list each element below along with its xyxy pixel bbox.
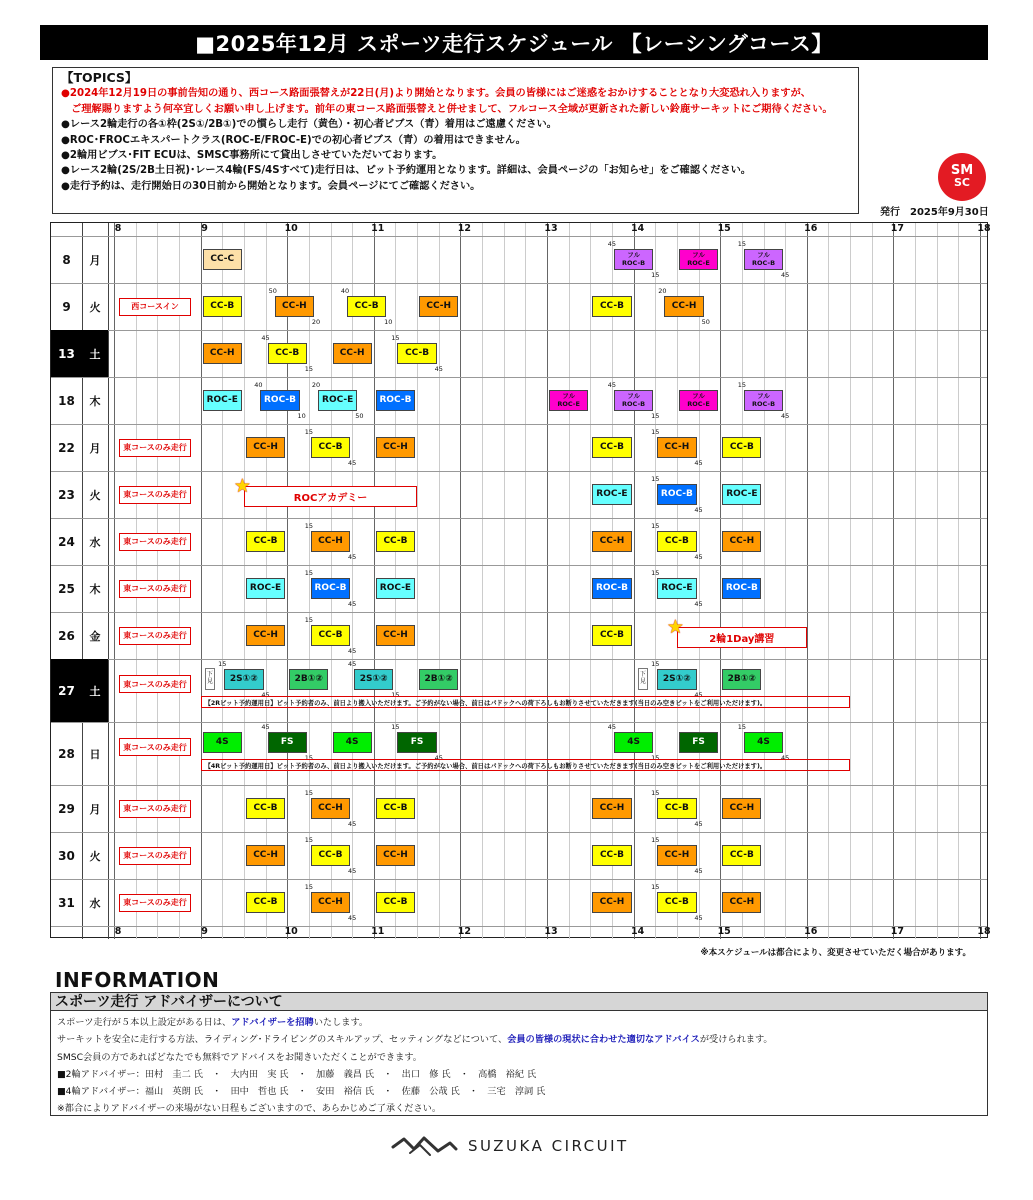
session-block[interactable]: CC-B [203,296,242,317]
session-block[interactable]: CC-B [347,296,386,317]
minute-label: 45 [781,271,790,279]
minute-label: 10 [384,318,393,326]
minute-label: 15 [218,660,227,668]
minute-label: 45 [348,647,357,655]
day-number: 24 [58,534,75,549]
row-line [51,377,987,378]
minute-label: 15 [304,428,313,436]
session-block[interactable]: CC-B [376,892,415,913]
minute-label: 45 [781,754,790,762]
session-block[interactable]: ROC-E [203,390,242,411]
hour-tick-bottom: 13 [544,926,558,937]
session-block[interactable]: CC-B [246,798,285,819]
row-line [51,330,987,331]
minute-label: 15 [304,616,313,624]
course-note: 東コースのみ走行 [119,800,191,818]
minute-label: 10 [297,412,306,420]
session-block[interactable]: CC-B [592,296,631,317]
brand-text: SUZUKA CIRCUIT [468,1137,629,1155]
session-block[interactable]: 2S①② [657,669,696,690]
weekday: 金 [89,629,101,643]
session-block[interactable]: CC-B [311,845,350,866]
session-block[interactable]: FS [397,732,436,753]
session-block[interactable]: CC-B [657,892,696,913]
day-number: 26 [58,628,75,643]
day-number: 30 [58,848,75,863]
minute-label: 45 [694,867,703,875]
weekday: 土 [82,659,108,722]
hour-tick-top: 8 [114,223,122,234]
page-title: ■2025年12月 スポーツ走行スケジュール 【レーシングコース】 [40,25,988,60]
session-block[interactable]: CC-H [592,892,631,913]
session-block[interactable]: CC-B [397,343,436,364]
minute-label: 15 [304,522,313,530]
session-block[interactable]: CC-B [722,845,761,866]
session-block[interactable]: CC-B [592,625,631,646]
minute-label: 15 [737,723,746,731]
session-block[interactable]: フル ROC-B [614,249,653,270]
session-block[interactable]: ROC-B [722,578,761,599]
event-block[interactable]: ROCアカデミー [244,486,417,507]
day-number: 9 [62,299,71,314]
row-line [51,565,987,566]
smsc-logo [938,153,986,201]
session-block[interactable]: ROC-E [246,578,285,599]
minute-label: 45 [261,723,270,731]
minute-label: 45 [434,754,443,762]
pit-reservation-note: 【4Rピット予約運用日】ピット予約者のみ、前日より搬入いただけます。ご予約がない場合、前日はパドックへの荷下ろしもお断りさせていただきます(当日のみ空きピットをご利用いただけます)。 [201,759,851,771]
minute-label: 15 [651,883,660,891]
topics-header: 【TOPICS】 [61,70,138,85]
session-block[interactable]: CC-H [311,798,350,819]
row-line [51,785,987,786]
hour-tick-bottom: 15 [717,926,731,937]
minute-label: 45 [607,240,617,248]
schedule-footnote: ※本スケジュールは都合により、変更させていただく場合があります。 [700,948,971,958]
day-number: 29 [58,801,75,816]
day-number: 27 [51,659,82,722]
minute-label: 45 [261,334,270,342]
session-block[interactable]: CC-H [246,845,285,866]
weekday: 火 [89,488,101,502]
hour-tick-bottom: 10 [284,926,298,937]
day-number: 22 [58,440,75,455]
minute-label: 15 [304,754,313,762]
course-note: 東コースのみ走行 [119,847,191,865]
hour-tick-top: 18 [977,223,991,234]
minute-label: 15 [651,412,660,420]
course-note: 東コースのみ走行 [119,439,191,457]
minute-label: 45 [348,660,357,668]
minute-label: 45 [607,381,617,389]
advisor-line-5: ■4輪アドバイザー：福山 英朗 氏 ・ 田中 哲也 氏 ・ 安田 裕信 氏 ・ 佐藤 公哉 氏 ・ 三宅 淳詞 氏 [57,1086,546,1098]
hour-tick-top: 17 [890,223,905,234]
course-note: 東コースのみ走行 [119,627,191,645]
minute-label: 45 [607,723,617,731]
session-block[interactable]: CC-H [311,892,350,913]
minute-label: 45 [694,914,703,922]
day-number: 28 [58,746,75,761]
session-block[interactable]: CC-H [657,845,696,866]
topics-line: ●2輪用ビブス･FIT ECUは、SMSC事務所にて貸出しさせていただいております。 [61,150,443,162]
session-block[interactable]: CC-H [592,798,631,819]
topics-box [52,67,859,214]
session-block[interactable]: 4S [203,732,242,753]
session-block[interactable]: ROC-E [722,484,761,505]
session-block[interactable]: CC-H [722,892,761,913]
course-note: 東コースのみ走行 [119,486,191,504]
session-block[interactable]: CC-H [664,296,703,317]
session-block[interactable]: CC-B [592,845,631,866]
session-block[interactable]: CC-B [268,343,307,364]
minute-label: 45 [348,600,357,608]
topics-line: ●レース2輪走行の各①枠(2S①/2B①)での慣らし走行（黄色）・初心者ビブス（青）着用はご遠慮ください。 [61,119,557,131]
session-block[interactable]: CC-H [311,531,350,552]
hour-tick-bottom: 11 [371,926,385,937]
session-block[interactable]: ROC-E [318,390,357,411]
hour-tick-top: 14 [630,223,645,234]
course-note: 東コースのみ走行 [119,580,191,598]
session-block[interactable]: CC-H [419,296,458,317]
minute-label: 15 [651,522,660,530]
minute-label: 50 [268,287,277,295]
day-number: 31 [58,895,75,910]
hour-tick-top: 10 [284,223,298,234]
minute-label: 15 [737,240,746,248]
row-line [51,424,987,425]
minute-label: 45 [694,553,703,561]
minute-label: 15 [391,334,400,342]
day-number: 25 [58,581,75,596]
row-line [51,832,987,833]
issue-date: 発行 2025年9月30日 [880,207,989,218]
hour-tick-bottom: 14 [630,926,645,937]
day-number: 23 [58,487,75,502]
session-block[interactable]: CC-H [592,531,631,552]
minute-label: 45 [348,820,357,828]
hour-tick-top: 12 [457,223,472,234]
minute-label: 15 [304,789,313,797]
session-block[interactable]: CC-B [376,798,415,819]
session-block[interactable]: FS [268,732,307,753]
hour-tick-bottom: 16 [804,926,818,937]
course-note: 東コースのみ走行 [119,894,191,912]
event-block[interactable]: 2輪1Day講習 [677,627,807,648]
session-block[interactable]: CC-B [311,625,350,646]
day-number: 13 [51,330,82,377]
session-block[interactable]: 2B①② [722,669,761,690]
weekday: 火 [89,300,101,314]
minute-label: 15 [651,660,660,668]
session-block[interactable]: CC-B [657,531,696,552]
session-block[interactable]: CC-B [376,531,415,552]
minute-label: 45 [694,600,703,608]
session-block[interactable]: フル ROC-B [744,249,783,270]
session-block[interactable]: CC-B [657,798,696,819]
minute-label: 50 [355,412,364,420]
session-block[interactable]: CC-B [592,437,631,458]
session-block[interactable]: CC-B [311,437,350,458]
minute-label: 45 [694,459,703,467]
hour-tick-top: 13 [544,223,558,234]
course-note: 東コースのみ走行 [119,533,191,551]
hour-tick-bottom: 17 [890,926,905,937]
advisor-line-1: スポーツ走行が５本以上設定がある日は、アドバイザーを招聘いたします。 [57,1017,369,1028]
session-block[interactable]: ROC-E [376,578,415,599]
minute-label: 40 [254,381,263,389]
minute-label: 15 [391,723,400,731]
topics-lines [61,86,850,194]
information-box [50,992,988,1116]
minute-label: 15 [651,789,660,797]
advisor-line-4: ■2輪アドバイザー：田村 圭二 氏 ・ 大内田 実 氏 ・ 加藤 義昌 氏 ・ 出口 修 氏 ・ 高橋 裕紀 氏 [57,1068,537,1080]
hour-tick-top: 9 [201,223,208,234]
minute-label: 15 [304,365,313,373]
hour-tick-bottom: 12 [457,926,472,937]
day-number: 8 [62,252,71,267]
weekday: 月 [89,253,101,267]
session-block[interactable]: CC-H [376,625,415,646]
minute-label: 20 [658,287,667,295]
star-icon: ★ [666,616,684,638]
row-line [51,612,987,613]
session-block[interactable]: フル ROC-B [744,390,783,411]
advisor-body [51,1011,987,1121]
information-heading: INFORMATION [55,968,220,992]
session-block[interactable]: CC-H [657,437,696,458]
topics-line: ●2024年12月19日の事前告知の通り、西コース路面張替えが22日(月)より開始となります。会員の皆様にはご迷惑をおかけすることとなり大変恐れ入りますが、 [61,88,811,100]
session-block[interactable]: CC-H [246,437,285,458]
minute-label: 15 [304,883,313,891]
minute-label: 45 [348,914,357,922]
minute-label: 15 [651,569,660,577]
minute-label: 45 [781,412,790,420]
session-block[interactable]: ROC-B [657,484,696,505]
hour-tick-bottom: 18 [977,926,991,937]
session-block[interactable]: CC-B [246,531,285,552]
session-block[interactable]: 2B①② [289,669,328,690]
weekday: 月 [89,441,101,455]
minute-label: 15 [304,836,313,844]
course-note: 東コースのみ走行 [119,738,191,756]
day-number: 18 [58,393,75,408]
minute-label: 15 [737,381,746,389]
session-block[interactable]: 2S①② [224,669,263,690]
advisor-subheading: スポーツ走行 アドバイザーについて [51,993,987,1011]
session-block[interactable]: CC-B [722,437,761,458]
minute-label: 15 [304,569,313,577]
hour-tick-top: 16 [804,223,818,234]
course-note: 西コースイン [119,298,191,316]
row-line [51,471,987,472]
session-block[interactable]: フル ROC-B [614,390,653,411]
row-line [51,518,987,519]
row-line [51,926,987,927]
weekday: 火 [89,849,101,863]
weekday: 土 [82,330,108,377]
advisor-line-6: ※都合によりアドバイザーの来場がない日程もございますので、あらかじめご了承ください。 [57,1103,442,1115]
session-block[interactable]: CC-B [246,892,285,913]
minute-label: 45 [694,691,703,699]
session-block[interactable]: CC-H [246,625,285,646]
schedule-grid [50,222,991,938]
topics-line: ●ROC･FROCエキスパートクラス(ROC-E/FROC-E)での初心者ビブス（青）の着用はできません。 [61,134,526,146]
weekday: 月 [89,802,101,816]
minute-label: 15 [651,836,660,844]
row-line [51,659,987,660]
session-block[interactable]: CC-H [722,798,761,819]
session-block[interactable]: ROC-B [260,390,299,411]
minute-label: 45 [694,820,703,828]
row-line [51,283,987,284]
session-block[interactable]: CC-H [275,296,314,317]
session-block[interactable]: CC-H [376,437,415,458]
weekday: 水 [89,896,101,910]
session-block[interactable]: CC-H [376,845,415,866]
session-block[interactable]: ROC-B [311,578,350,599]
session-block[interactable]: 4S [614,732,653,753]
minute-label: 40 [340,287,350,295]
session-block[interactable]: 4S [333,732,372,753]
session-block[interactable]: フル ROC-E [679,390,718,411]
minute-label: 15 [651,475,660,483]
hour-tick-top: 15 [717,223,731,234]
session-block[interactable]: CC-H [333,343,372,364]
session-block[interactable]: 4S [744,732,783,753]
logo-text-bottom: SC [954,176,970,189]
weekday: 水 [89,535,101,549]
minute-label: 20 [311,318,321,326]
topics-line: ●レース2輪(2S/2B土日祝)･レース4輪(FS/4Sすべて)走行日は、ピット予約運用となります。詳細は、会員ページの「お知らせ」をご確認ください。 [61,165,751,177]
weekday: 木 [89,582,101,596]
preview-label: 下見 [205,668,215,690]
session-block[interactable]: CC-H [722,531,761,552]
course-note: 東コースのみ走行 [119,675,191,693]
row-line [51,236,987,237]
weekday: 日 [89,747,101,761]
session-block[interactable]: フル ROC-E [549,390,588,411]
minute-label: 15 [651,428,660,436]
session-block[interactable]: ROC-E [657,578,696,599]
session-block[interactable]: CC-H [203,343,242,364]
weekday: 木 [89,394,101,408]
session-block[interactable]: ROC-B [592,578,631,599]
minute-label: 20 [311,381,321,389]
row-line [51,879,987,880]
minute-label: 15 [391,691,400,699]
suzuka-course-icon [390,1133,460,1159]
hour-tick-bottom: 9 [201,926,208,937]
minute-label: 45 [694,506,703,514]
suzuka-brand [390,1133,629,1159]
star-icon: ★ [233,475,251,497]
session-block[interactable]: 2B①② [419,669,458,690]
hour-tick-top: 11 [371,223,385,234]
session-block[interactable]: フル ROC-E [679,249,718,270]
session-block[interactable]: ROC-B [376,390,415,411]
minute-label: 45 [348,459,357,467]
minute-label: 15 [651,271,660,279]
advisor-line-3: SMSC会員の方であればどなたでも無料でアドバイスをお聞きいただくことができます。 [57,1051,422,1063]
session-block[interactable]: CC-C [203,249,242,270]
advisor-line-2: サーキットを安全に走行する方法、ライディング･ドライビングのスキルアップ、セッティングなどについて、会員の皆様の現状に合わせた適切なアドバイスが受けられます。 [57,1034,773,1046]
topics-line: ご理解賜りますよう何卒宜しくお願い申し上げます。前年の東コース路面張替えと併せまして、フルコース全域が更新された新しい鈴鹿サーキットにご期待ください。 [61,103,833,115]
preview-label: 下見 [638,668,648,690]
minute-label: 45 [348,867,357,875]
topics-line: ●走行予約は、走行開始日の30日前から開始となります。会員ページにてご確認ください。 [61,180,481,192]
minute-label: 45 [261,691,270,699]
minute-label: 45 [348,553,357,561]
minute-label: 45 [434,365,443,373]
session-block[interactable]: 2S①② [354,669,393,690]
pit-reservation-note: 【2Rピット予約運用日】ピット予約者のみ、前日より搬入いただけます。ご予約がない場合、前日はパドックへの荷下ろしもお断りさせていただきます(当日のみ空きピットをご利用いただけます)。 [201,696,851,708]
minute-label: 50 [701,318,710,326]
session-block[interactable]: ROC-E [592,484,631,505]
row-line [51,722,987,723]
session-block[interactable]: FS [679,732,718,753]
minute-label: 15 [651,754,660,762]
hour-tick-bottom: 8 [114,926,122,937]
logo-text-top: SM [950,163,974,178]
